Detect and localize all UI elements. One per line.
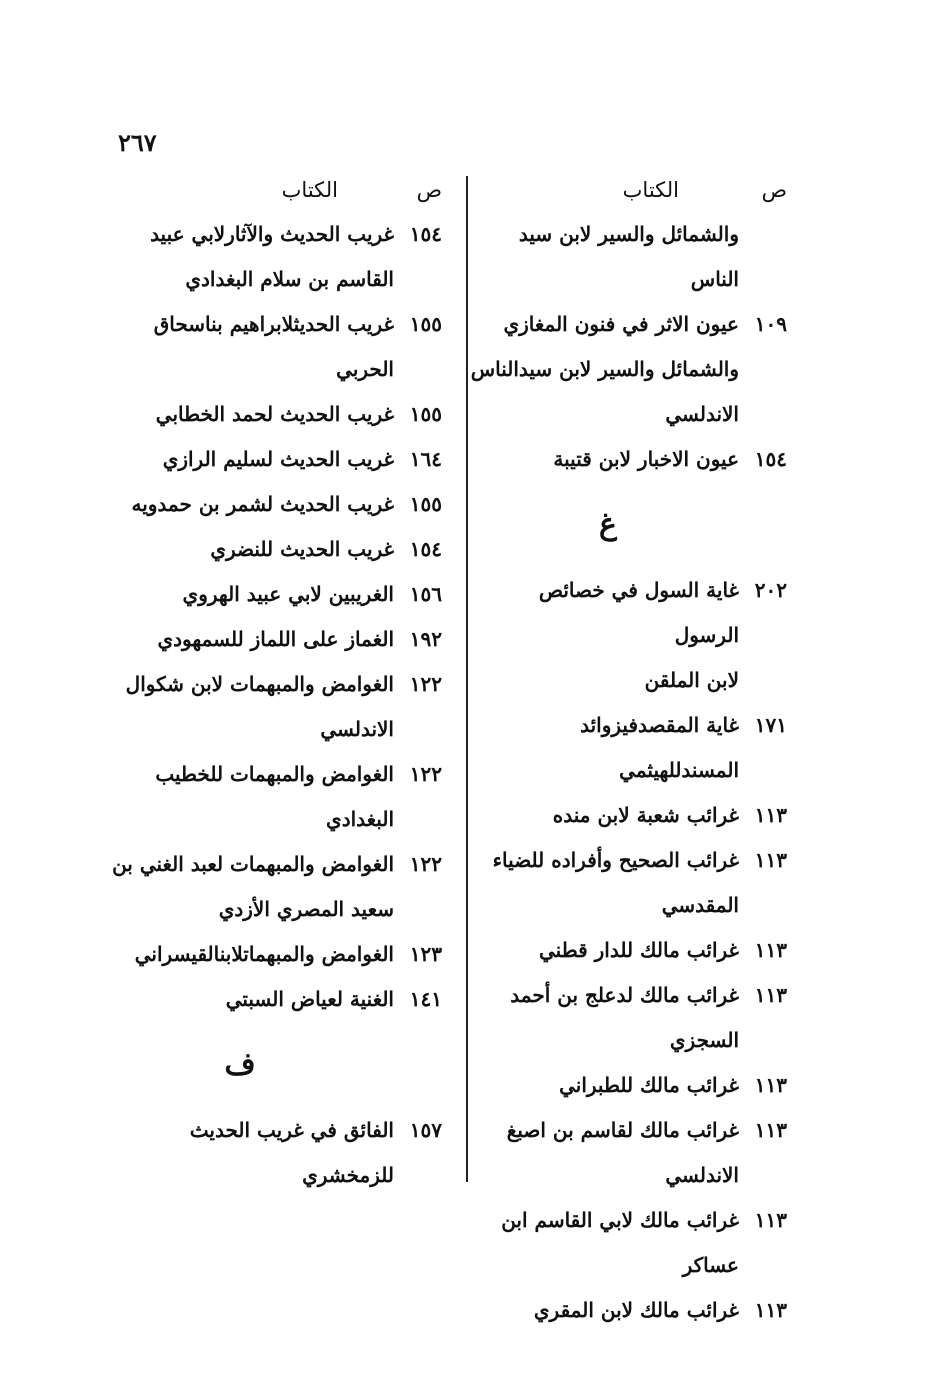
entry-title-line: البغدادي [326,807,394,831]
entry-title [94,212,394,302]
entry-title [469,568,739,703]
page-number: ٢٦٧ [118,128,157,157]
index-entry [469,302,787,437]
entry-title [94,842,394,932]
right-top-entries [469,212,787,482]
entry-title-line: القاسم بن سلام البغدادي [185,267,394,291]
index-entry [94,392,442,437]
index-entry [469,703,787,793]
entry-title [469,437,739,482]
entry-title [94,932,394,977]
entry-page-number: ١٥٤ [409,222,442,246]
entry-page-number: ١٩٢ [409,627,442,651]
entry-page-number: ١١٣ [754,1118,787,1142]
entry-title [469,1288,739,1333]
entry-title [94,572,394,617]
entry-title-line: غرائب مالك لابي القاسم ابن [501,1208,739,1232]
entry-title-line: غرائب مالك للطبراني [559,1073,739,1097]
entry-title [469,1108,739,1198]
entry-title-line: غرائب الصحيح وأفراده للضياء [492,848,739,872]
entry-title [94,977,394,1022]
entry-page-number: ١٢٢ [409,672,442,696]
right-bottom-entries [469,568,787,1333]
index-entry [94,527,442,572]
entry-title-line: لابن الملقن [644,668,739,692]
entry-page-number [739,212,787,302]
index-entry [94,842,442,932]
entry-title-line: غرائب شعبة لابن منده [552,803,739,827]
index-entry [94,662,442,752]
index-entry [469,973,787,1063]
entry-title [469,1198,739,1288]
left-top-entries [94,212,442,1022]
entry-title-line: الحربي [336,357,394,381]
index-entry [94,482,442,527]
entry-title-line: الاندلسي [665,1163,739,1187]
left-column [94,172,442,1198]
entry-title-line: غريب الحديث للنضري [210,537,394,561]
entry-page-number: ١٢٢ [409,762,442,786]
entry-title [469,928,739,973]
entry-title [469,703,739,793]
entry-title-line: الغنية لعياض السبتي [225,987,394,1011]
column-divider [466,176,468,1182]
entry-page-number: ١٧١ [754,713,787,737]
index-entry [469,212,787,302]
index-entry [469,1288,787,1333]
entry-page-number: ١٥٥ [409,492,442,516]
entry-title-line: الاندلسي [320,717,394,741]
entry-title [94,482,394,527]
entry-title-line: غرائب مالك لقاسم بن اصبغ [506,1118,739,1142]
entry-title-line: والشمائل والسير لابن سيد الناس [518,222,739,291]
book-column-heading: الكتاب [622,178,679,202]
entry-title-line: الغوامض والمبهمات للخطيب [155,762,394,786]
entry-title [94,617,394,662]
index-entry [469,568,787,703]
index-entry [469,1063,787,1108]
index-entry [94,437,442,482]
entry-page-number: ١١٣ [754,848,787,872]
book-column-heading: الكتاب [281,178,338,202]
entry-title [469,793,739,838]
entry-title-line: غاية السول في خصائص الرسول [538,578,739,647]
index-entry [469,437,787,482]
entry-title-line: غرائب مالك لابن المقري [533,1298,739,1322]
entry-page-number: ١١٣ [754,938,787,962]
entry-title [469,212,739,302]
entry-title [469,838,739,928]
section-letter-fa: ف [224,1047,256,1082]
entry-page-number: ١٥٥ [409,312,442,336]
right-column [469,172,787,1333]
index-entry [94,212,442,302]
section-letter-ghain: غ [599,507,617,542]
entry-title-line: غريب الحديث لحمد الخطابي [155,402,394,426]
entry-title [469,973,739,1063]
entry-title [94,302,394,392]
left-column-header [94,172,442,212]
index-entry [469,838,787,928]
index-entry [469,928,787,973]
entry-title-line: الفائق في غريب الحديث [189,1118,394,1142]
left-bottom-entries [94,1108,442,1198]
page-column-heading: ص [416,178,442,202]
entry-title [94,527,394,572]
entry-title-line: غرائب مالك للدار قطني [539,938,739,962]
entry-title-line: الغوامض والمبهمات لعبد الغني بن [112,852,394,876]
entry-page-number: ١٠٩ [754,312,787,336]
entry-page-number: ١٥٤ [754,447,787,471]
entry-title-line: الغريبين لابي عبيد الهروي [182,582,394,606]
entry-page-number: ١١٣ [754,1298,787,1322]
entry-title-line: غرائب مالك لدعلج بن أحمد [510,983,739,1007]
entry-title-line: والشمائل والسير لابن سيدالناس [470,357,739,381]
entry-page-number: ١٢٣ [409,942,442,966]
entry-title-line: غريب الحديث والآثارلابي عبيد [150,222,394,246]
entry-title-line: غريب الحديث لسليم الرازي [162,447,394,471]
entry-title-line: غريب الحديث لشمر بن حمدويه [131,492,394,516]
entry-title-line: عساكر [682,1253,739,1277]
entry-page-number: ١٥٤ [409,537,442,561]
index-entry [94,977,442,1022]
entry-page-number: ١٤١ [409,987,442,1011]
entry-title-line: عيون الاثر في فنون المغازي [503,312,739,336]
index-entry [94,617,442,662]
entry-page-number: ١١٣ [754,1208,787,1232]
index-entry [94,302,442,392]
entry-page-number: ١٥٦ [409,582,442,606]
entry-title [469,302,739,437]
index-entry [94,572,442,617]
entry-page-number: ٢٠٢ [754,578,787,602]
entry-title [94,1108,394,1198]
entry-title [94,752,394,842]
page-column-heading: ص [761,178,787,202]
entry-title-line: المقدسي [661,893,739,917]
index-entry [94,752,442,842]
entry-title-line: غاية المقصدفيزوائد المسندللهيثمي [580,713,739,782]
entry-page-number: ١١٣ [754,803,787,827]
entry-title [469,1063,739,1108]
index-entry [94,932,442,977]
index-entry [469,1198,787,1288]
entry-title-line: للزمخشري [302,1163,394,1187]
entry-title-line: الغوامض والمبهماتلابنالقيسراني [134,942,394,966]
entry-page-number: ١٢٢ [409,852,442,876]
entry-title-line: سعيد المصري الأزدي [218,897,394,921]
index-entry [94,1108,442,1198]
entry-page-number: ١١٣ [754,1073,787,1097]
entry-page-number: ١٥٥ [409,402,442,426]
index-entry [469,1108,787,1198]
entry-title [94,662,394,752]
entry-title-line: الاندلسي [665,402,739,426]
entry-title-line: الغماز على اللماز للسمهودي [157,627,394,651]
entry-page-number: ١٦٤ [409,447,442,471]
index-entry [469,793,787,838]
entry-page-number: ١٥٧ [409,1118,442,1142]
entry-title-line: عيون الاخبار لابن قتيبة [553,447,739,471]
entry-title-line: السجزي [669,1028,739,1052]
entry-page-number: ١١٣ [754,983,787,1007]
entry-title [94,392,394,437]
entry-title-line: غريب الحديثلابراهيم بناسحاق [153,312,394,336]
right-column-header [469,172,787,212]
entry-title-line: الغوامض والمبهمات لابن شكوال [125,672,394,696]
entry-title [94,437,394,482]
